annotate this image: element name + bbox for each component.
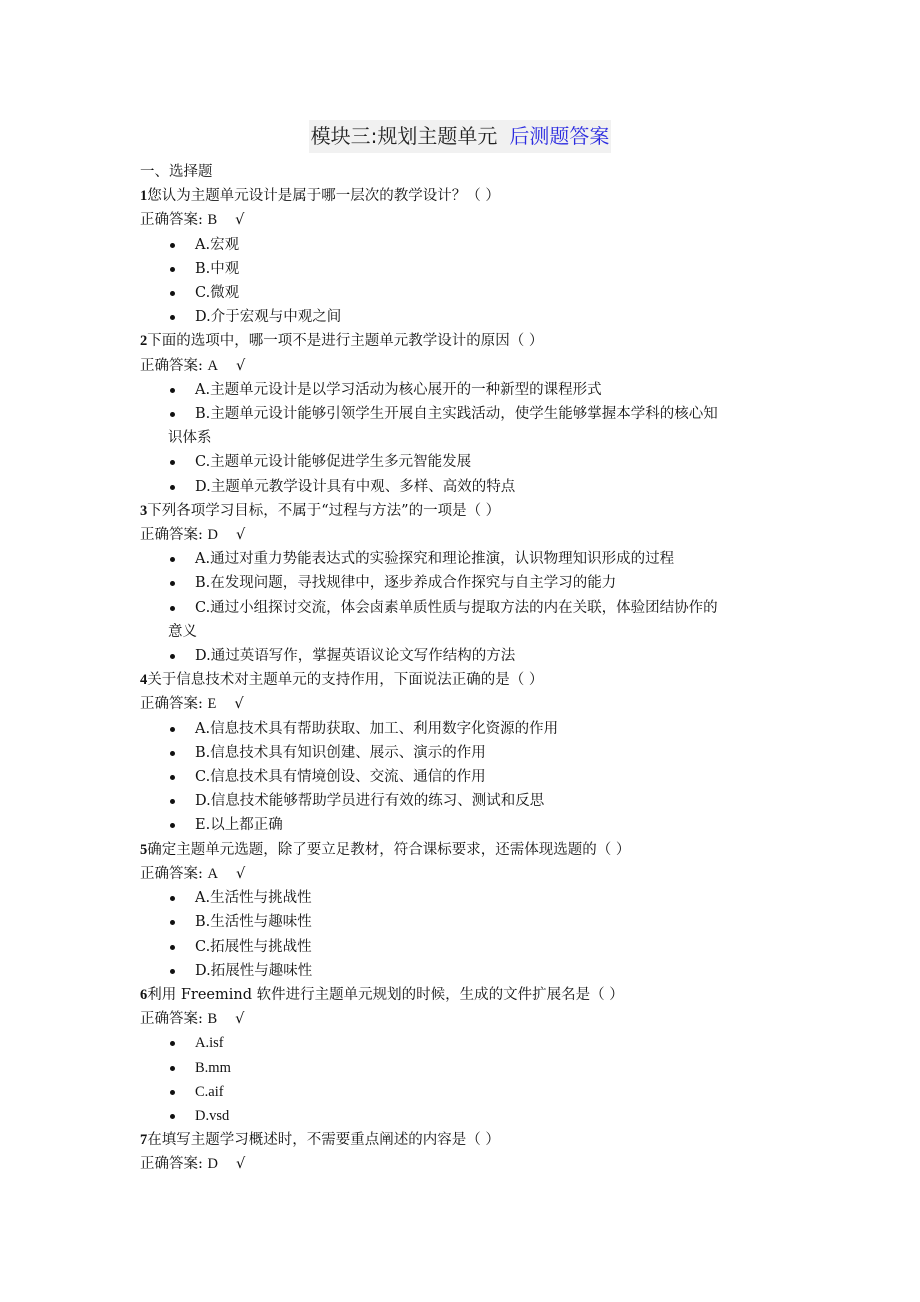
answer-label: 正确答案: [140, 527, 208, 544]
question-stem: 您认为主题单元设计是属于哪一层次的教学设计？（ ） [147, 188, 500, 205]
correct-answer [140, 692, 790, 716]
correct-answer [140, 354, 790, 378]
option-item: B.中观 [140, 257, 790, 281]
option-item: D.通过英语写作，掌握英语议论文写作结构的方法 [140, 644, 790, 668]
option-item: B.生活性与趣味性 [140, 910, 790, 934]
option-item: D.介于宏观与中观之间 [140, 305, 790, 329]
question-7 [140, 1128, 790, 1176]
correct-answer [140, 523, 790, 547]
option-item: A.主题单元设计是以学习活动为核心展开的一种新型的课程形式 [140, 378, 790, 402]
option-item: C.主题单元设计能够促进学生多元智能发展 [140, 450, 790, 474]
option-item: A.生活性与挑战性 [140, 886, 790, 910]
title-highlight: 后测题答案 [509, 124, 610, 148]
document-body [140, 160, 790, 1177]
question-number: 7 [140, 1132, 148, 1149]
option-item: C.信息技术具有情境创设、交流、通信的作用 [140, 765, 790, 789]
option-text: B.主题单元设计能够引领学生开展自主实践活动，使学生能够掌握本学科的核心知 [195, 406, 718, 423]
question-stem: 利用 Freemind 软件进行主题单元规划的时候，生成的文件扩展名是（ ） [147, 986, 624, 1003]
option-item [140, 402, 790, 450]
option-item: B.mm [140, 1056, 790, 1080]
option-item: A.isf [140, 1031, 790, 1055]
option-item: C.拓展性与挑战性 [140, 935, 790, 959]
check-mark-icon: √ [235, 865, 246, 882]
option-item: A.信息技术具有帮助获取、加工、利用数字化资源的作用 [140, 717, 790, 741]
answer-value: A [207, 865, 218, 882]
check-mark-icon: √ [235, 1156, 246, 1173]
answer-label: 正确答案: [140, 696, 208, 713]
option-list [140, 1031, 790, 1128]
title-main: 模块三:规划主题单元 [310, 124, 498, 148]
answer-label: 正确答案: [140, 1156, 208, 1173]
option-continuation: 意义 [168, 623, 197, 640]
answer-value: A [207, 357, 218, 374]
option-item: B.信息技术具有知识创建、展示、演示的作用 [140, 741, 790, 765]
question-stem: 在填写主题学习概述时，不需要重点阐述的内容是（ ） [147, 1132, 500, 1149]
option-list [140, 547, 790, 668]
question-number: 2 [140, 333, 148, 350]
option-item: D.信息技术能够帮助学员进行有效的练习、测试和反思 [140, 789, 790, 813]
option-item: D.vsd [140, 1104, 790, 1128]
check-mark-icon: √ [235, 527, 246, 544]
question-text [140, 668, 790, 692]
option-item: A.宏观 [140, 233, 790, 257]
option-item: B.在发现问题，寻找规律中，逐步养成合作探究与自主学习的能力 [140, 571, 790, 595]
answer-label: 正确答案: [140, 212, 208, 229]
question-number: 3 [140, 502, 148, 519]
question-5 [140, 838, 790, 983]
question-stem: 下面的选项中，哪一项不是进行主题单元教学设计的原因（ ） [147, 333, 544, 350]
option-item: E.以上都正确 [140, 813, 790, 837]
option-list [140, 378, 790, 499]
check-mark-icon: √ [235, 1011, 245, 1028]
option-list [140, 886, 790, 983]
answer-value: B [207, 1011, 218, 1028]
answer-label: 正确答案: [140, 357, 208, 374]
question-stem: 确定主题单元选题，除了要立足教材，符合课标要求，还需体现选题的（ ） [147, 841, 631, 858]
question-number: 6 [140, 986, 148, 1003]
question-text [140, 329, 790, 353]
question-stem: 下列各项学习目标，不属于“过程与方法”的一项是（ ） [147, 502, 501, 519]
correct-answer [140, 862, 790, 886]
question-4 [140, 668, 790, 837]
answer-value: E [207, 696, 217, 713]
question-2 [140, 329, 790, 498]
question-number: 5 [140, 841, 148, 858]
question-number: 1 [140, 188, 148, 205]
question-stem: 关于信息技术对主题单元的支持作用，下面说法正确的是（ ） [147, 672, 544, 689]
option-item: D.主题单元教学设计具有中观、多样、高效的特点 [140, 475, 790, 499]
check-mark-icon: √ [235, 357, 246, 374]
question-3 [140, 499, 790, 668]
option-list [140, 717, 790, 838]
correct-answer [140, 208, 790, 232]
answer-value: D [207, 527, 218, 544]
answer-label: 正确答案: [140, 865, 208, 882]
correct-answer [140, 1007, 790, 1031]
option-text: C.通过小组探讨交流，体会卤素单质性质与提取方法的内在关联，体验团结协作的 [195, 599, 718, 616]
question-text [140, 184, 790, 208]
option-item: A.通过对重力势能表达式的实验探究和理论推演，认识物理知识形成的过程 [140, 547, 790, 571]
option-item [140, 596, 790, 644]
question-text [140, 1128, 790, 1152]
option-item: C.微观 [140, 281, 790, 305]
question-6 [140, 983, 790, 1128]
section-heading: 一、选择题 [140, 164, 213, 180]
option-item: C.aif [140, 1080, 790, 1104]
document-title [309, 120, 612, 153]
question-1 [140, 184, 790, 329]
question-text [140, 499, 790, 523]
option-item: D.拓展性与趣味性 [140, 959, 790, 983]
option-continuation: 识体系 [168, 430, 212, 447]
correct-answer [140, 1152, 790, 1176]
title-wrap [0, 120, 920, 153]
answer-value: D [207, 1156, 218, 1173]
option-list [140, 233, 790, 330]
question-text [140, 838, 790, 862]
check-mark-icon: √ [234, 696, 244, 713]
check-mark-icon: √ [235, 212, 245, 229]
answer-value: B [207, 212, 218, 229]
question-text [140, 983, 790, 1007]
answer-label: 正确答案: [140, 1011, 208, 1028]
question-number: 4 [140, 672, 148, 689]
